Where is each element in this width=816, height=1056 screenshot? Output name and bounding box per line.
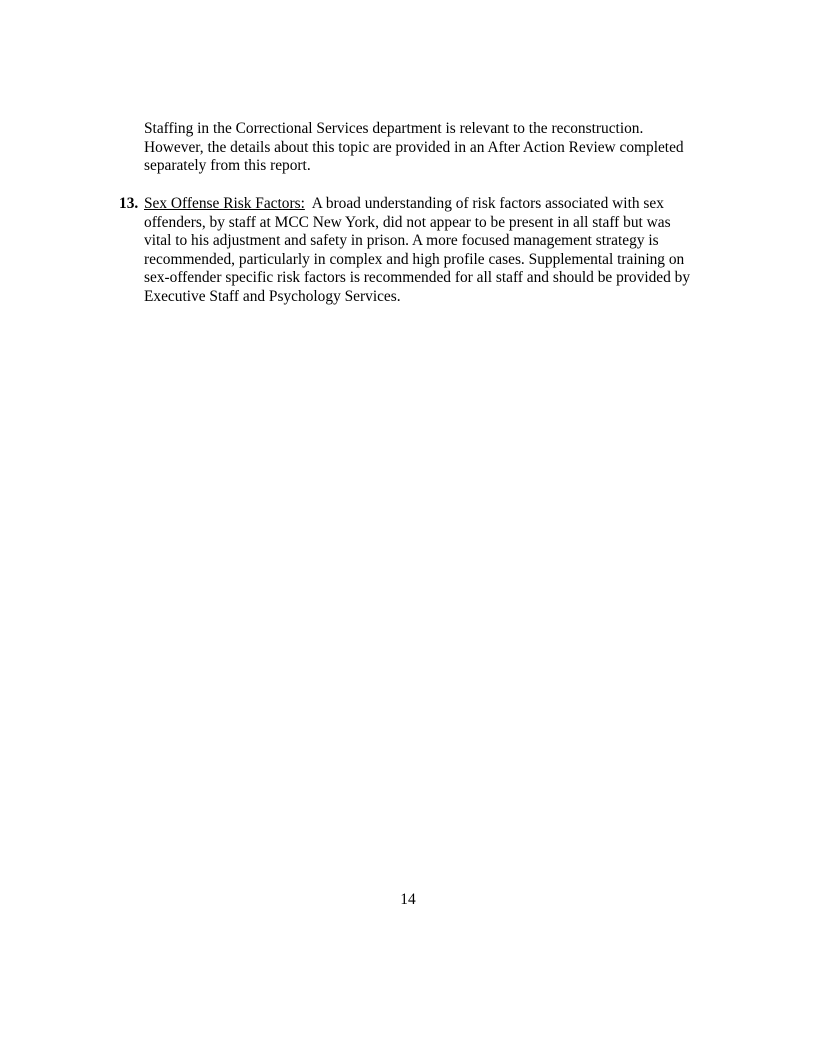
paragraph-line: Staffing in the Correctional Services department is relevant to the reconstruction.: [144, 120, 644, 137]
paragraph-line: recommended, particularly in complex and high profile cases. Supplemental training on: [144, 250, 685, 268]
item-first-line-text: A broad understanding of risk factors associated with sex: [304, 195, 664, 212]
item-number: 13.: [119, 195, 139, 212]
paragraph-line: vital to his adjustment and safety in prison. A more focused management strategy is: [144, 232, 659, 250]
numbered-item-13: [119, 195, 734, 307]
paragraph-line: Executive Staff and Psychology Services.: [144, 287, 401, 305]
page-number: 14: [400, 891, 416, 908]
paragraph-line: However, the details about this topic are provided in an After Action Review completed: [144, 138, 684, 156]
paragraph-line: sex-offender specific risk factors is recommended for all staff and should be provided by: [144, 269, 691, 287]
continuation-paragraph: [144, 120, 734, 176]
item-title: Sex Offense Risk Factors:: [144, 195, 305, 212]
item-first-line: [144, 195, 734, 214]
paragraph-line: offenders, by staff at MCC New York, did not appear to be present in all staff but was: [144, 213, 671, 231]
paragraph-line: separately from this report.: [144, 157, 311, 175]
